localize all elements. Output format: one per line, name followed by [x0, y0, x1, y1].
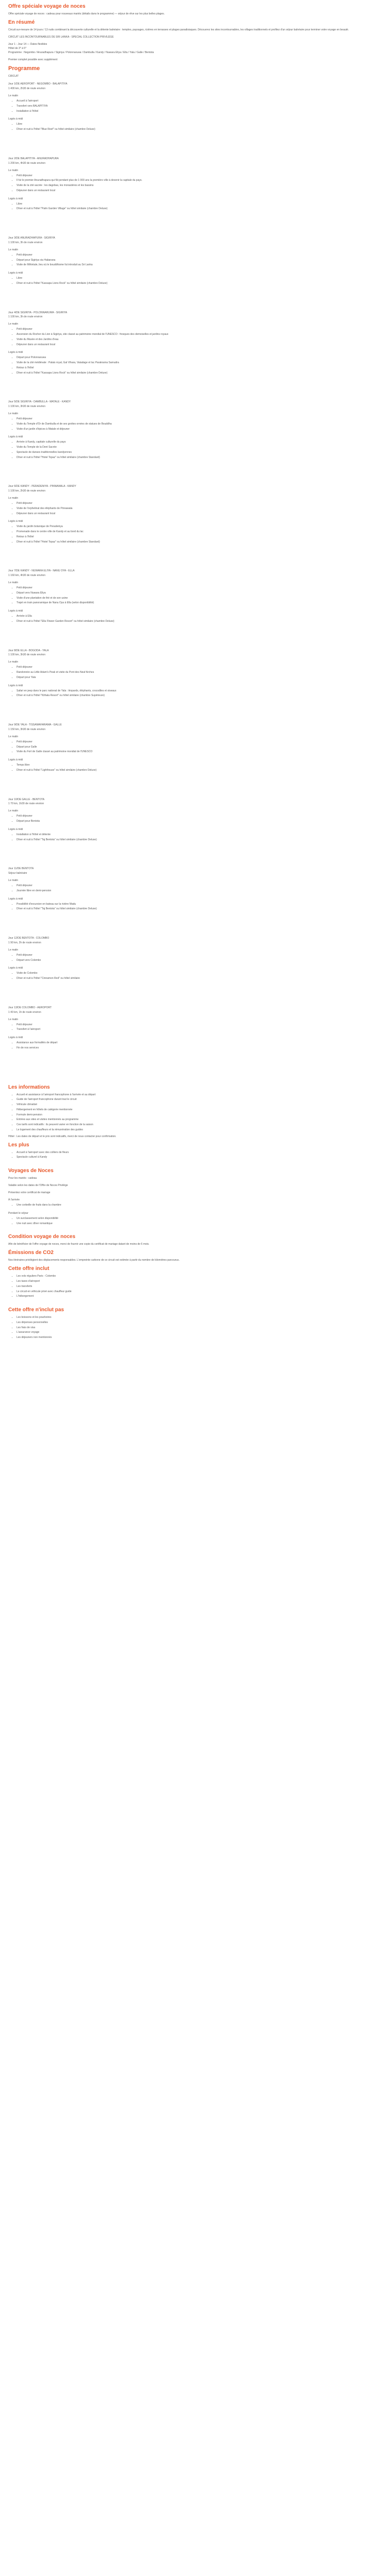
list-item: • Le circuit en véhicule privé avec chauffeur guide [17, 1290, 383, 1295]
day-afternoon-label: Logés à midi [8, 272, 23, 275]
list-item: • Accueil et assistance à l'aéroport francophone à l'arrivée et au départ [17, 1093, 383, 1098]
day-block [8, 311, 383, 397]
extras-line: Premier complet possible avec supplément [8, 58, 58, 61]
day-afternoon-label: Logés à midi [8, 435, 23, 439]
day-afternoon-list [8, 833, 383, 843]
list-item: • Petit déjeuner [17, 253, 383, 258]
list-item: • Départ pour Bentota [17, 819, 383, 824]
list-item: • Ascension du Rocher du Lion à Sigiriya, site classé au patrimoine mondial de l'UNESCO : fresques des demoiselles et jardins royaux [17, 332, 383, 337]
list-item: • Les taxes d'aéroport [17, 1279, 383, 1284]
day-morning-list [8, 665, 383, 680]
list-item: • Les transferts [17, 1284, 383, 1290]
list-item: • Petit déjeuner [17, 884, 383, 889]
day-distance: 1 100 km, 3h de route environ [8, 315, 43, 319]
day-block [8, 649, 383, 720]
day-morning-label: Le matin [8, 1018, 19, 1021]
cities-line: Programme : Negombo / Anuradhapura / Sigiriya / Polonnaruwa / Dambulla / Kandy / Nuwara Eliya / Ella / Yala / Galle / Bentota [8, 51, 154, 54]
day-heading: Jour 6/DE KANDY - PERADENIYA - PINNAWALA - KANDY [8, 485, 76, 488]
day-block [8, 1006, 383, 1072]
list-item: • Un surclassement selon disponibilité [17, 1216, 383, 1222]
day-afternoon-list [8, 202, 383, 212]
day-distance: 1 100 km, 3h30 de route environ [8, 653, 45, 657]
day-distance: 1 100 km, 2h30 de route environ [8, 489, 45, 493]
list-item: • Petit déjeuner [17, 174, 383, 179]
plus-list [8, 1150, 383, 1161]
conditions-text: Afin de bénéficier de l'offre voyage de noces, merci de fournir une copie du certificat de mariage datant de moins de 6 mois. [8, 1243, 150, 1246]
day-morning-label: Le matin [8, 248, 19, 251]
voyage-list-2 [8, 1216, 383, 1227]
info-note: Hôtel : Les dates de départ et le prix sont indicatifs, merci de nous contacter pour confirmation. [8, 1134, 117, 1138]
day-distance: 1 100 km, 3h de route environ [8, 241, 43, 244]
list-item: • Petit déjeuner [17, 501, 383, 506]
list-item: • Petit déjeuner [17, 740, 383, 745]
list-item: • Retour à l'hôtel [17, 366, 383, 371]
list-item: • Visite d'une plantation de thé et de son usine [17, 596, 383, 601]
day-morning-label: Le matin [8, 879, 19, 883]
day-afternoon-list [8, 902, 383, 912]
list-item: • Libre [17, 122, 383, 127]
list-item: • Entrées aux sites et visites mentionnés au programme [17, 1117, 383, 1123]
list-item: • Dîner et nuit à l'hôtel "Kithala Resort" ou hôtel similaire (chambre Supérieure) [17, 693, 383, 699]
list-item: • Promenade dans le centre ville de Kandy et au bord du lac [17, 530, 383, 535]
list-item: • Petit déjeuner [17, 1023, 383, 1028]
day-morning-label: Le matin [8, 497, 19, 500]
summary-title: En résumé [8, 20, 35, 25]
summary-text: Circuit sur-mesure de 14 jours / 13 nuits combinant la découverte culturelle et la détente balnéaire : temples, paysages, rizières en terrasses et plages paradisiaques. Découvrez les sites incontournables, les villages traditionnels et profitez d'un séjour balnéaire pour terminer votre voyage en beauté. [8, 28, 349, 31]
day-afternoon-label: Logés à midi [8, 197, 23, 200]
list-item: • Dîner et nuit à l'hôtel "Kassapa Lions Rock" ou hôtel similaire (chambre Deluxe) [17, 281, 383, 286]
day-distance: 1 40 km, 1h de route environ [8, 1010, 41, 1014]
day-morning-list [8, 1023, 383, 1033]
day-heading: Jour 12/DE BENTOTA - COLOMBO [8, 937, 50, 940]
co2-text: Nos itinéraires privilégient des déplacements responsables. L'empreinte carbone de ce circuit est estimée à partir du nombre de kilomètres parcourus. [8, 1259, 180, 1262]
list-item: • Dîner et nuit à l'hôtel "Taj Bentota" ou hôtel similaire (chambre Deluxe) [17, 838, 383, 843]
list-item: • Dîner et nuit à l'hôtel "Lighthouse" ou hôtel similaire (chambre Deluxe) [17, 768, 383, 773]
day-afternoon-list [8, 355, 383, 376]
list-item: • Les frais de visa [17, 1326, 383, 1331]
list-item: • Dîner et nuit à l'hôtel "Kassapa Lions Rock" ou hôtel similaire (chambre Deluxe) [17, 371, 383, 376]
voyage-line: Présentez votre certificat de mariage [8, 1191, 51, 1195]
day-heading: Jour 3/DE ANURADHAPURA - SIGIRIYA [8, 236, 55, 240]
day-morning-label: Le matin [8, 948, 19, 952]
list-item: • Départ pour Galle [17, 745, 383, 750]
list-item: • Visite de Mihintale, lieu où le bouddhisme fut introduit au Sri Lanka [17, 263, 383, 268]
day-afternoon-label: Logés à midi [8, 609, 23, 613]
co2-title: Émissions de CO2 [8, 1250, 54, 1256]
day-heading: Jour 9/DE YALA - TISSAMAHARAMA - GALLE [8, 723, 62, 727]
list-item: • Assistance aux formalités de départ [17, 1041, 383, 1046]
list-item: • Arrivée à Ella [17, 614, 383, 619]
list-item: • Accueil à l'aéroport [17, 99, 383, 104]
list-item: • Fin de nos services [17, 1046, 383, 1051]
list-item: • Temps libre [17, 763, 383, 768]
day-afternoon-list [8, 440, 383, 460]
voyage-label-2: Pendant le séjour [8, 1211, 28, 1215]
day-morning-list [8, 884, 383, 894]
list-item: • Randonnée au Little Adam's Peak et visite du Pont des Neuf Arches [17, 670, 383, 675]
list-item: • L'assurance voyage [17, 1330, 383, 1335]
day-block [8, 485, 383, 565]
day-afternoon-label: Logés à midi [8, 117, 23, 121]
day-block [8, 157, 383, 232]
list-item: • Petit déjeuner [17, 417, 383, 422]
list-item: • Ces tarifs sont indicatifs : ils peuvent varier en fonction de la saison [17, 1123, 383, 1128]
day-morning-list [8, 327, 383, 347]
list-item: • Véhicule climatisé [17, 1103, 383, 1108]
day-morning-label: Le matin [8, 660, 19, 664]
voyage-lines [8, 1176, 383, 1195]
list-item: • Une corbeille de fruits dans la chambre [17, 1203, 383, 1208]
list-item: • Il fut le premier Anuradhapura qui fût pendant plus de 1 000 ans la première ville à devenir la capitale du pays. [17, 178, 383, 183]
list-item: • Dîner et nuit à l'hôtel "Palm Garden Village" ou hôtel similaire (chambre Deluxe) [17, 207, 383, 212]
page-title: Offre spéciale voyage de noces [8, 4, 86, 9]
list-item: • Visite du Fort de Galle classé au patrimoine mondial de l'UNESCO [17, 750, 383, 755]
excluded-title: Cette offre n'inclut pas [8, 1307, 64, 1313]
day-afternoon-label: Logés à midi [8, 967, 23, 970]
list-item: • Trajet en train panoramique de Nanu Oya à Ella (selon disponibilité) [17, 601, 383, 606]
day-afternoon-list [8, 122, 383, 132]
day-block [8, 236, 383, 307]
day-block [8, 569, 383, 645]
list-item: • Accueil à l'aéroport avec des colliers de fleurs [17, 1150, 383, 1156]
list-item: • Les vols réguliers Paris - Colombo [17, 1274, 383, 1279]
day-morning-list [8, 740, 383, 755]
list-item: • Visite de la cité sacrée : les dagobas, les monastères et les bassins [17, 183, 383, 189]
day-afternoon-list [8, 971, 383, 981]
list-item: • Visite de la cité médiévale : Palais royal, Gal Vihara, Vatadage et lac Parakrama Samudra [17, 361, 383, 366]
list-item: • Les déjeuners non mentionnés [17, 1335, 383, 1341]
day-distance: 1 400 km, 2h30 de route environ [8, 87, 45, 91]
day-morning-list [8, 501, 383, 516]
info-title: Les informations [8, 1084, 50, 1090]
list-item: • Dîner et nuit à l'hôtel "Ella Flower Garden Resort" ou hôtel similaire (chambre Deluxe) [17, 619, 383, 624]
circuit-label: CIRCUIT [8, 75, 19, 78]
list-item: • Petit déjeuner [17, 327, 383, 332]
list-item: • Possibilité d'excursion en bateau sur la rivière Madu [17, 902, 383, 907]
list-item: • Petit déjeuner [17, 586, 383, 591]
list-item: • Déjeuner dans un restaurant local [17, 512, 383, 517]
day-morning-label: Le matin [8, 94, 19, 98]
list-item: • Libre [17, 276, 383, 281]
list-item: • Départ vers Colombo [17, 958, 383, 963]
day-morning-list [8, 953, 383, 963]
included-list [8, 1274, 383, 1299]
day-afternoon-label: Logés à midi [8, 520, 23, 523]
day-block [8, 867, 383, 933]
list-item: • Une nuit avec dîner romantique [17, 1222, 383, 1227]
list-item: • Arrivée à Kandy, capitale culturelle du pays [17, 440, 383, 445]
list-item: • Le logement des chauffeurs et la rémunération des guides [17, 1128, 383, 1133]
list-item: • Petit déjeuner [17, 814, 383, 819]
list-item: • Petit déjeuner [17, 953, 383, 958]
day-morning-label: Le matin [8, 412, 19, 416]
list-item: • Visite du jardin botanique de Peradeniya [17, 524, 383, 530]
day-distance: 1 200 km, 4h30 de route environ [8, 161, 45, 165]
day-block [8, 937, 383, 1002]
day-afternoon-list [8, 276, 383, 286]
day-afternoon-list [8, 1041, 383, 1051]
plus-title: Les plus [8, 1142, 29, 1148]
conditions-title: Condition voyage de noces [8, 1234, 76, 1240]
day-distance: 1 90 km, 2h de route environ [8, 941, 41, 944]
day-heading: Jour 4/DE SIGIRIYA - POLONNARUWA - SIGIRIYA [8, 311, 68, 314]
day-morning-list [8, 814, 383, 824]
day-afternoon-label: Logés à midi [8, 827, 23, 831]
list-item: • Formule demi-pension [17, 1113, 383, 1118]
day-morning-label: Le matin [8, 735, 19, 738]
list-item: • Déjeuner dans un restaurant local [17, 189, 383, 194]
list-item: • L'hébergement [17, 1294, 383, 1299]
day-afternoon-list [8, 689, 383, 699]
day-afternoon-list [8, 614, 383, 624]
day-heading: Jour 7/DE KANDY - NUWARA ELIYA - NANU OYA - ELLA [8, 569, 75, 573]
day-heading: Jour 13/DE COLOMBO - AEROPORT [8, 1006, 52, 1009]
list-item: • Guide de l'aéroport francophone durant tout le circuit [17, 1097, 383, 1103]
list-item: • Visite du Temple de la Dent Sacrée [17, 445, 383, 450]
list-item: • Dîner et nuit à l'hôtel "Cinnamon Red" ou hôtel similaire [17, 976, 383, 981]
voyage-list [8, 1203, 383, 1208]
day-block [8, 723, 383, 794]
day-afternoon-list [8, 763, 383, 773]
list-item: • Installation à l'hôtel et détente [17, 833, 383, 838]
day-heading: Jour 2/DE BALAPITIYA - ANURADHAPURA [8, 157, 59, 160]
list-item: • Dîner et nuit à l'hôtel "Hotel Topaz" ou hôtel similaire (chambre Standard) [17, 455, 383, 461]
list-item: • Départ pour Sigiriya via Habarana [17, 258, 383, 263]
list-item: • Départ vers Nuwara Eliya [17, 591, 383, 596]
list-item: • Petit déjeuner [17, 665, 383, 670]
day-afternoon-label: Logés à midi [8, 758, 23, 762]
included-title: Cette offre inclut [8, 1266, 50, 1272]
list-item: • Journée libre en demi-pension [17, 889, 383, 894]
day-morning-label: Le matin [8, 168, 19, 172]
day-distance: 1 160 km, 4h30 de route environ [8, 574, 45, 578]
day-morning-list [8, 99, 383, 114]
day-heading: Jour 8/DE ELLA - BOGODA - YALA [8, 649, 49, 652]
day-afternoon-list [8, 524, 383, 545]
list-item: • Retour à l'hôtel [17, 535, 383, 540]
list-item: • Visite du Musée et des Jardins d'eau [17, 337, 383, 343]
list-item: • Déjeuner dans un restaurant local [17, 343, 383, 348]
day-list [8, 82, 383, 1071]
intro-text: Offre spéciale voyage de noces : cadeau pour nouveaux mariés (détails dans le programme) — séjour de rêve sur les plus belles plages. [8, 12, 165, 15]
day-afternoon-label: Logés à midi [8, 897, 23, 901]
list-item: • Spectacle culturel à Kandy [17, 1155, 383, 1160]
program-title: Programme [8, 65, 40, 72]
list-item: • Visite de Colombo [17, 971, 383, 976]
day-block [8, 82, 383, 153]
list-item: • Départ pour Polonnaruwa [17, 355, 383, 361]
day-morning-label: Le matin [8, 809, 19, 813]
day-distance: 1 100 km, 3h30 de route environ [8, 405, 45, 409]
voyage-line: Pour les mariés : cadeau [8, 1177, 37, 1180]
list-item: • Safari en jeep dans le parc national de Yala : léopards, éléphants, crocodiles et oiseaux [17, 689, 383, 694]
day-afternoon-label: Logés à midi [8, 684, 23, 687]
day-heading: Jour 10/DE GALLE - BENTOTA [8, 798, 45, 801]
list-item: • Dîner et nuit à l'hôtel "Hotel Topaz" ou hôtel similaire (chambre Standard) [17, 540, 383, 545]
voyage-line: Valable selon les dates de l'Offre de Noces Privilège [8, 1184, 68, 1188]
circuit-name: CIRCUIT LES INCONTOURNABLES DE SRI LANKA - SPECIAL COLLECTION PRIVILÈGE [8, 36, 114, 39]
voyage-title: Voyages de Noces [8, 1168, 54, 1174]
day-block [8, 798, 383, 863]
list-item: • Transfert vers BALAPITIYA [17, 104, 383, 109]
day-distance: 1 70 km, 1h30 de route environ [8, 802, 44, 806]
day-morning-list [8, 174, 383, 194]
day-morning-list [8, 253, 383, 268]
dates-line: Jour 1 - Jour 14 — Dates flexibles [8, 43, 47, 46]
list-item: • Visite d'un jardin d'épices à Matale et déjeuner [17, 427, 383, 432]
day-afternoon-label: Logés à midi [8, 351, 23, 354]
list-item: • Visite du Temple d'Or de Dambulla et de ses grottes ornées de statues de Bouddha [17, 422, 383, 427]
list-item: • Installation à l'hôtel [17, 109, 383, 114]
list-item: • Les boissons et les pourboires [17, 1315, 383, 1320]
day-morning-list [8, 417, 383, 432]
day-morning-list [8, 586, 383, 606]
list-item: • Visite de l'orphelinat des éléphants de Pinnawala [17, 506, 383, 512]
list-item: • Libre [17, 202, 383, 207]
hotel-line: Hôtel de 3* à 5* [8, 47, 27, 50]
day-heading: Jour 1/DE AEROPORT - NEGOMBO - BALAPITIYA [8, 82, 68, 86]
day-heading: Jour 5/DE SIGIRIYA - DAMBULLA - MATALE - KANDY [8, 400, 71, 404]
list-item: • Les dépenses personnelles [17, 1320, 383, 1326]
day-distance: Séjour balnéaire [8, 872, 27, 875]
list-item: • Hébergement en hôtels de catégorie mentionnée [17, 1108, 383, 1113]
day-distance: 1 150 km, 3h30 de route environ [8, 727, 45, 731]
day-block [8, 400, 383, 481]
info-list [8, 1093, 383, 1133]
list-item: • Départ pour Yala [17, 675, 383, 681]
excluded-list [8, 1315, 383, 1341]
list-item: • Transfert à l'aéroport [17, 1027, 383, 1032]
list-item: • Dîner et nuit à l'hôtel "Blue Reef" ou hôtel similaire (chambre Deluxe) [17, 127, 383, 132]
day-afternoon-label: Logés à midi [8, 1036, 23, 1040]
day-morning-label: Le matin [8, 323, 19, 326]
voyage-label: À l'arrivée [8, 1198, 20, 1202]
day-morning-label: Le matin [8, 581, 19, 585]
list-item: • Dîner et nuit à l'hôtel "Taj Bentota" ou hôtel similaire (chambre Deluxe) [17, 907, 383, 912]
list-item: • Spectacle de danses traditionnelles kandyennes [17, 450, 383, 455]
day-heading: Jour 11/DE BENTOTA [8, 867, 34, 871]
